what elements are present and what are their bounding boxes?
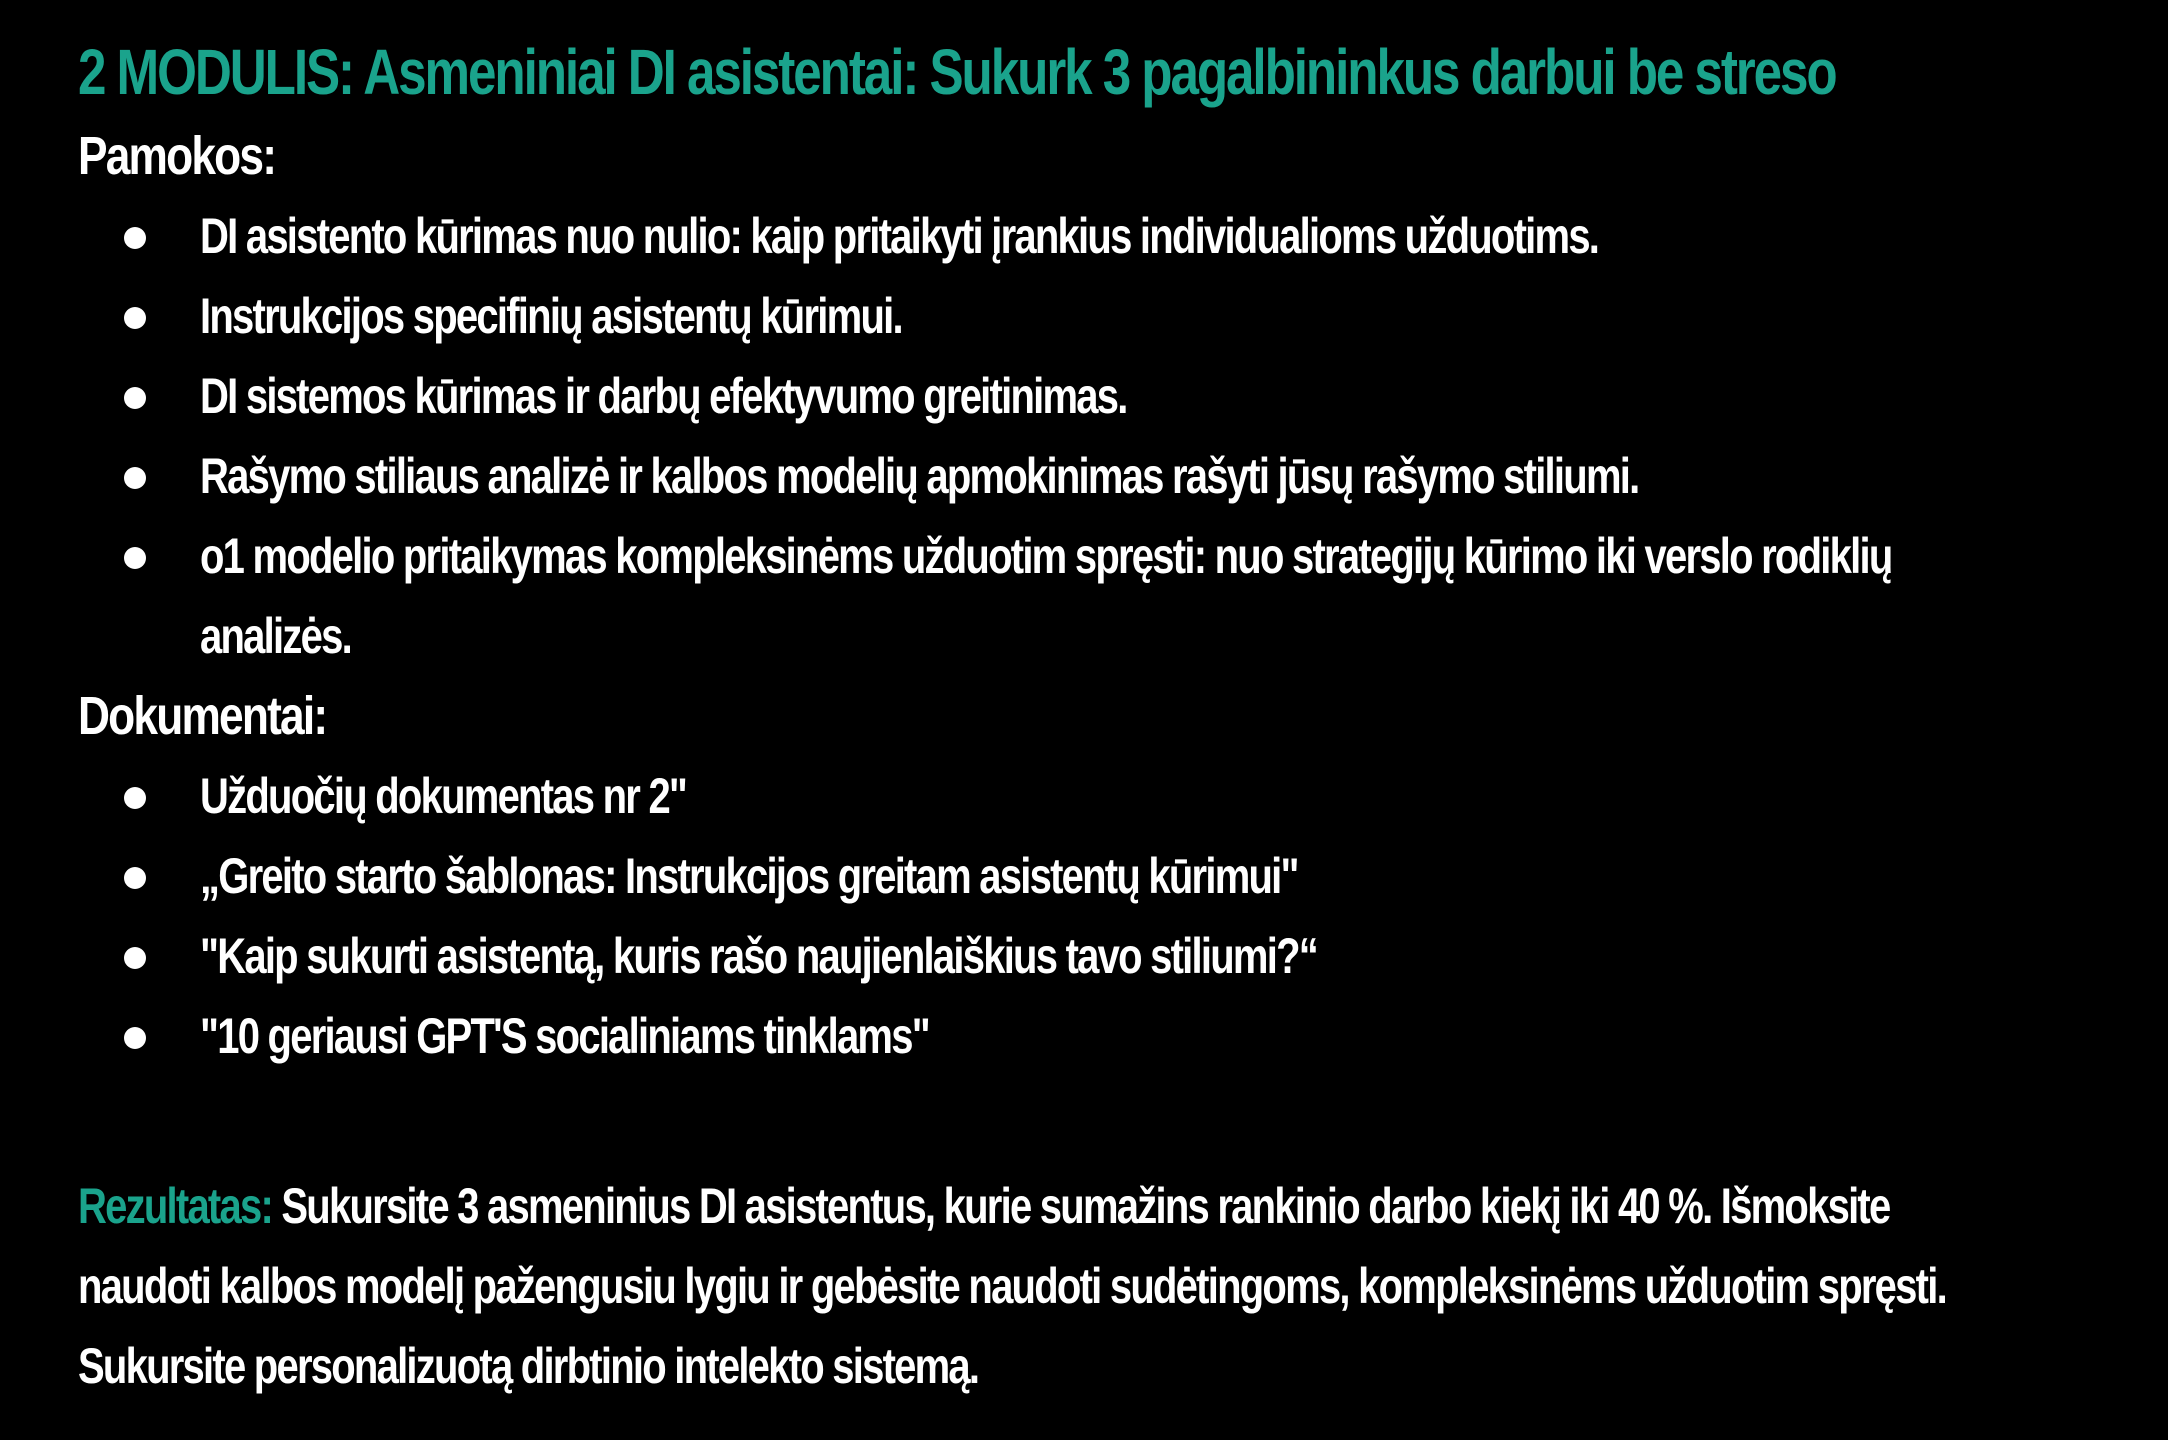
bullet-icon — [124, 867, 146, 889]
bullet-icon — [124, 467, 146, 489]
document-item-text: "Kaip sukurti asistentą, kuris rašo naujienlaiškius tavo stiliumi?“ — [200, 928, 1317, 984]
result-text-1: Sukursite 3 asmeninius DI asistentus, kurie sumažins rankinio darbo kiekį iki 40 %. Išmoksite — [272, 1178, 1890, 1234]
bullet-icon — [124, 787, 146, 809]
lesson-item-continuation: analizės. — [200, 608, 351, 664]
bullet-icon — [124, 307, 146, 329]
document-item-text: "10 geriausi GPT'S socialiniams tinklams" — [200, 1008, 929, 1064]
lesson-item — [0, 276, 2168, 356]
document-item — [0, 916, 2168, 996]
lesson-item — [0, 196, 2168, 276]
result-line-2: naudoti kalbos modelį pažengusiu lygiu ir gebėsite naudoti sudėtingoms, kompleksinėms užduotim spręsti. — [78, 1258, 1946, 1314]
document-item — [0, 756, 2168, 836]
result-label: Rezultatas: — [78, 1178, 273, 1234]
bullet-icon — [124, 1027, 146, 1049]
lesson-item-text: DI sistemos kūrimas ir darbų efektyvumo greitinimas. — [200, 368, 1127, 424]
lesson-item-text: o1 modelio pritaikymas kompleksinėms užduotim spręsti: nuo strategijų kūrimo iki verslo rodiklių — [200, 528, 1892, 584]
result-line-1 — [78, 1166, 1889, 1246]
bullet-icon — [124, 387, 146, 409]
lesson-item-text: Instrukcijos specifinių asistentų kūrimui. — [200, 288, 902, 344]
lessons-heading: Pamokos: — [78, 126, 276, 186]
bullet-icon — [124, 227, 146, 249]
lesson-item — [0, 356, 2168, 436]
document-item-text: „Greito starto šablonas: Instrukcijos greitam asistentų kūrimui" — [200, 848, 1298, 904]
bullet-icon — [124, 547, 146, 569]
document-item-text: Užduočių dokumentas nr 2" — [200, 768, 687, 824]
lesson-item — [0, 436, 2168, 516]
lesson-item-text: Rašymo stiliaus analizė ir kalbos modelių apmokinimas rašyti jūsų rašymo stiliumi. — [200, 448, 1639, 504]
bullet-icon — [124, 947, 146, 969]
document-item — [0, 836, 2168, 916]
lesson-item — [0, 516, 2168, 596]
module-title: 2 MODULIS: Asmeniniai DI asistentai: Sukurk 3 pagalbininkus darbui be streso — [78, 36, 1836, 108]
result-line-3: Sukursite personalizuotą dirbtinio intelekto sistemą. — [78, 1338, 979, 1394]
document-item — [0, 996, 2168, 1076]
documents-heading: Dokumentai: — [78, 686, 327, 746]
lesson-item-text: DI asistento kūrimas nuo nulio: kaip pritaikyti įrankius individualioms užduotims. — [200, 208, 1599, 264]
